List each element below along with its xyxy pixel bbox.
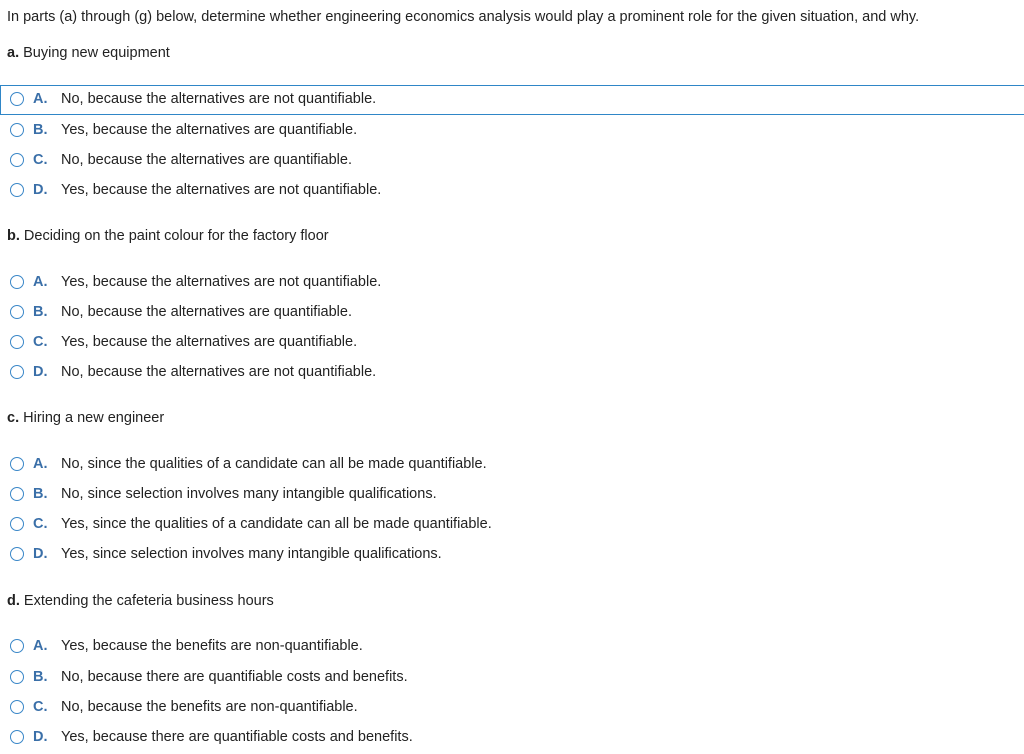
radio-button[interactable] — [10, 517, 24, 531]
radio-button[interactable] — [10, 547, 24, 561]
part-c-option-a[interactable] — [0, 450, 1024, 480]
radio-button[interactable] — [10, 305, 24, 319]
option-letter: D. — [33, 364, 48, 380]
option-text: No, because there are quantifiable costs and benefits. — [61, 669, 408, 685]
option-letter: C. — [33, 699, 48, 715]
part-d-option-c[interactable] — [0, 693, 1024, 723]
option-text: No, because the alternatives are quantifiable. — [61, 152, 352, 168]
option-letter: A. — [33, 456, 48, 472]
option-letter: C. — [33, 152, 48, 168]
option-text: Yes, because the alternatives are not quantifiable. — [61, 274, 382, 290]
part-b-prompt — [7, 228, 329, 244]
part-c-letter: c. — [7, 410, 20, 426]
option-letter: B. — [33, 669, 48, 685]
option-text: Yes, because the alternatives are not quantifiable. — [61, 182, 382, 198]
option-letter: A. — [33, 638, 48, 654]
part-a-option-b[interactable] — [0, 116, 1024, 146]
question-intro: In parts (a) through (g) below, determine whether engineering economics analysis would play a prominent role for the given situation, and why. — [7, 9, 920, 25]
part-a-option-c[interactable] — [0, 146, 1024, 176]
part-c-prompt — [7, 410, 164, 426]
part-c-option-c[interactable] — [0, 510, 1024, 540]
part-b-option-a[interactable] — [0, 268, 1024, 298]
option-letter: C. — [33, 334, 48, 350]
option-text: No, because the alternatives are not quantifiable. — [61, 91, 377, 107]
radio-button[interactable] — [10, 670, 24, 684]
radio-button[interactable] — [10, 487, 24, 501]
part-d-text: Extending the cafeteria business hours — [23, 593, 274, 609]
part-b-option-d[interactable] — [0, 358, 1024, 388]
radio-button[interactable] — [10, 183, 24, 197]
part-b-option-b[interactable] — [0, 298, 1024, 328]
part-d-letter: d. — [7, 593, 20, 609]
option-letter: B. — [33, 304, 48, 320]
option-letter: D. — [33, 546, 48, 562]
option-text: No, since selection involves many intangible qualifications. — [61, 486, 437, 502]
radio-button[interactable] — [10, 457, 24, 471]
part-c-option-b[interactable] — [0, 480, 1024, 510]
option-letter: C. — [33, 516, 48, 532]
part-d-option-d[interactable] — [0, 723, 1024, 753]
part-a-option-d[interactable] — [0, 176, 1024, 206]
radio-button[interactable] — [10, 123, 24, 137]
part-b-option-c[interactable] — [0, 328, 1024, 358]
part-d-option-b[interactable] — [0, 663, 1024, 693]
part-a-letter: a. — [7, 45, 20, 61]
option-letter: D. — [33, 729, 48, 745]
radio-button[interactable] — [10, 700, 24, 714]
part-d-option-a[interactable] — [0, 632, 1024, 662]
radio-button[interactable] — [10, 730, 24, 744]
part-b-text: Deciding on the paint colour for the factory floor — [23, 228, 329, 244]
option-letter: A. — [33, 274, 48, 290]
option-letter: A. — [33, 91, 48, 107]
part-a-option-a[interactable] — [0, 85, 1024, 115]
option-text: No, since the qualities of a candidate can all be made quantifiable. — [61, 456, 487, 472]
option-letter: B. — [33, 486, 48, 502]
option-text: No, because the alternatives are quantifiable. — [61, 304, 352, 320]
part-d-prompt — [7, 593, 274, 609]
radio-button[interactable] — [10, 335, 24, 349]
radio-button[interactable] — [10, 92, 24, 106]
option-text: No, because the benefits are non-quantifiable. — [61, 699, 358, 715]
radio-button[interactable] — [10, 275, 24, 289]
option-letter: B. — [33, 122, 48, 138]
part-a-text: Buying new equipment — [23, 45, 170, 61]
part-a-prompt — [7, 45, 170, 61]
part-c-option-d[interactable] — [0, 540, 1024, 570]
option-text: Yes, because there are quantifiable costs and benefits. — [61, 729, 413, 745]
part-b-letter: b. — [7, 228, 20, 244]
radio-button[interactable] — [10, 153, 24, 167]
option-text: Yes, since selection involves many intangible qualifications. — [61, 546, 442, 562]
option-text: Yes, because the benefits are non-quantifiable. — [61, 638, 363, 654]
radio-button[interactable] — [10, 365, 24, 379]
option-text: Yes, because the alternatives are quantifiable. — [61, 334, 358, 350]
part-c-text: Hiring a new engineer — [23, 410, 165, 426]
option-text: Yes, since the qualities of a candidate can all be made quantifiable. — [61, 516, 492, 532]
radio-button[interactable] — [10, 639, 24, 653]
option-text: Yes, because the alternatives are quantifiable. — [61, 122, 358, 138]
option-text: No, because the alternatives are not quantifiable. — [61, 364, 377, 380]
option-letter: D. — [33, 182, 48, 198]
